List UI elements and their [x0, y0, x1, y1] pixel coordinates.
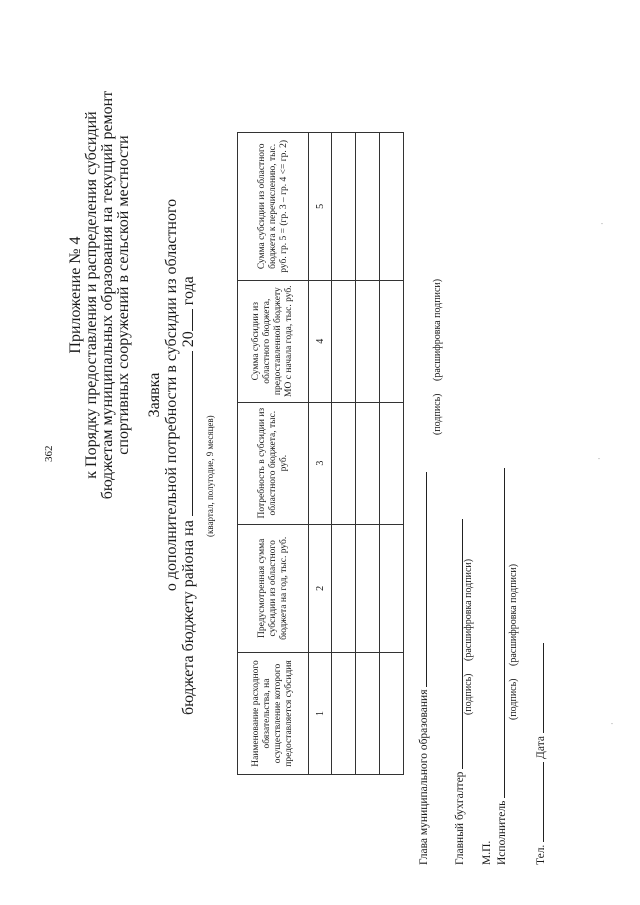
title-year-prefix: 20 — [180, 331, 197, 348]
table-cell[interactable] — [356, 280, 380, 402]
table-header-cell: Наименование расходного обязательства, на осуществление которого предоставляется субсидия — [238, 653, 309, 775]
table-cell[interactable] — [380, 653, 404, 775]
stamp-place: М.П. — [481, 840, 493, 865]
head-caption-sign: (подпись) — [432, 393, 443, 435]
table-cell[interactable] — [332, 524, 356, 652]
tel-date-line — [533, 643, 547, 865]
table-cell[interactable] — [332, 402, 356, 524]
subsidy-table — [237, 132, 404, 775]
period-note: (квартал, полугодие, 9 месяцев) — [205, 415, 215, 537]
table-number-cell: 4 — [309, 280, 332, 402]
executor-caption-decode: (расшифровка подписи) — [508, 563, 519, 666]
tel-label: Тел. — [535, 844, 547, 865]
table-cell[interactable] — [356, 653, 380, 775]
table-header-cell: Предусмотренная сумма субсидии из областного бюджета на год, тыс. руб. — [238, 524, 309, 652]
executor-sign-line[interactable] — [494, 468, 505, 798]
year-fill-line — [180, 309, 193, 331]
table-cell[interactable] — [332, 653, 356, 775]
table-number-cell: 1 — [309, 653, 332, 775]
title-line-1: Заявка — [146, 372, 163, 418]
head-caption-decode: (расшифровка подписи) — [432, 278, 443, 381]
head-signature-line — [416, 472, 430, 865]
title-line-2: о дополнительной потребности в субсидии из областного — [163, 198, 180, 592]
table-number-cell: 5 — [309, 133, 332, 281]
table-cell[interactable] — [380, 524, 404, 652]
accountant-sign-line[interactable] — [452, 519, 463, 769]
table-header-cell: Сумма субсидии из областного бюджета к перечислению, тыс. руб. гр. 5 = (гр. 3 – гр. 4 <= гр. 2) — [238, 133, 309, 281]
table-cell[interactable] — [356, 524, 380, 652]
table-header-cell: Потребность в субсидии из областного бюджета, тыс. руб. — [238, 402, 309, 524]
document-title — [146, 185, 180, 605]
scan-speck: · — [598, 222, 607, 225]
table-cell[interactable] — [380, 280, 404, 402]
executor-signature-line — [494, 468, 508, 865]
table-cell[interactable] — [356, 133, 380, 281]
table-header-cell: Сумма субсидии из областного бюджета, предоставленной бюджету МО с начала года, тыс. руб. — [238, 280, 309, 402]
table-row — [332, 133, 356, 775]
date-label: Дата — [535, 736, 547, 759]
table-cell[interactable] — [356, 402, 380, 524]
title-year-suffix: года — [180, 276, 197, 306]
table-number-row — [309, 133, 332, 775]
date-fill-line[interactable] — [533, 643, 544, 733]
executor-label: Исполнитель — [496, 800, 508, 865]
table-header-row — [238, 133, 309, 775]
appendix-line-3: бюджетам муниципальных образования на текущий ремонт — [99, 90, 116, 500]
period-fill-line — [180, 351, 193, 516]
table-cell[interactable] — [332, 280, 356, 402]
table-row — [356, 133, 380, 775]
scan-speck: · — [608, 722, 617, 725]
appendix-line-1: Приложение № 4 — [67, 236, 84, 354]
appendix-header — [68, 45, 132, 545]
head-label: Глава муниципального образования — [418, 689, 430, 865]
accountant-caption-sign: (подпись) — [463, 673, 474, 715]
accountant-caption-decode: (расшифровка подписи) — [463, 558, 474, 661]
title-line-3 — [180, 276, 198, 715]
table-cell[interactable] — [380, 133, 404, 281]
table-cell[interactable] — [380, 402, 404, 524]
head-sign-line[interactable] — [416, 472, 427, 687]
title-line-3-prefix: бюджета бюджету района на — [180, 520, 197, 715]
accountant-label: Главный бухгалтер — [454, 771, 466, 865]
accountant-caption — [463, 559, 474, 715]
table-number-cell: 3 — [309, 402, 332, 524]
page-number: 362 — [43, 445, 55, 462]
table-row — [380, 133, 404, 775]
executor-caption — [508, 564, 519, 720]
appendix-line-2: к Порядку предоставления и распределения субсидий — [83, 111, 100, 479]
tel-fill-line[interactable] — [533, 762, 544, 842]
head-caption — [432, 279, 443, 435]
table-number-cell: 2 — [309, 524, 332, 652]
executor-caption-sign: (подпись) — [508, 678, 519, 720]
appendix-line-4: спортивных сооружений в сельской местности — [115, 135, 132, 455]
table-cell[interactable] — [332, 133, 356, 281]
scan-speck: · — [595, 457, 604, 460]
